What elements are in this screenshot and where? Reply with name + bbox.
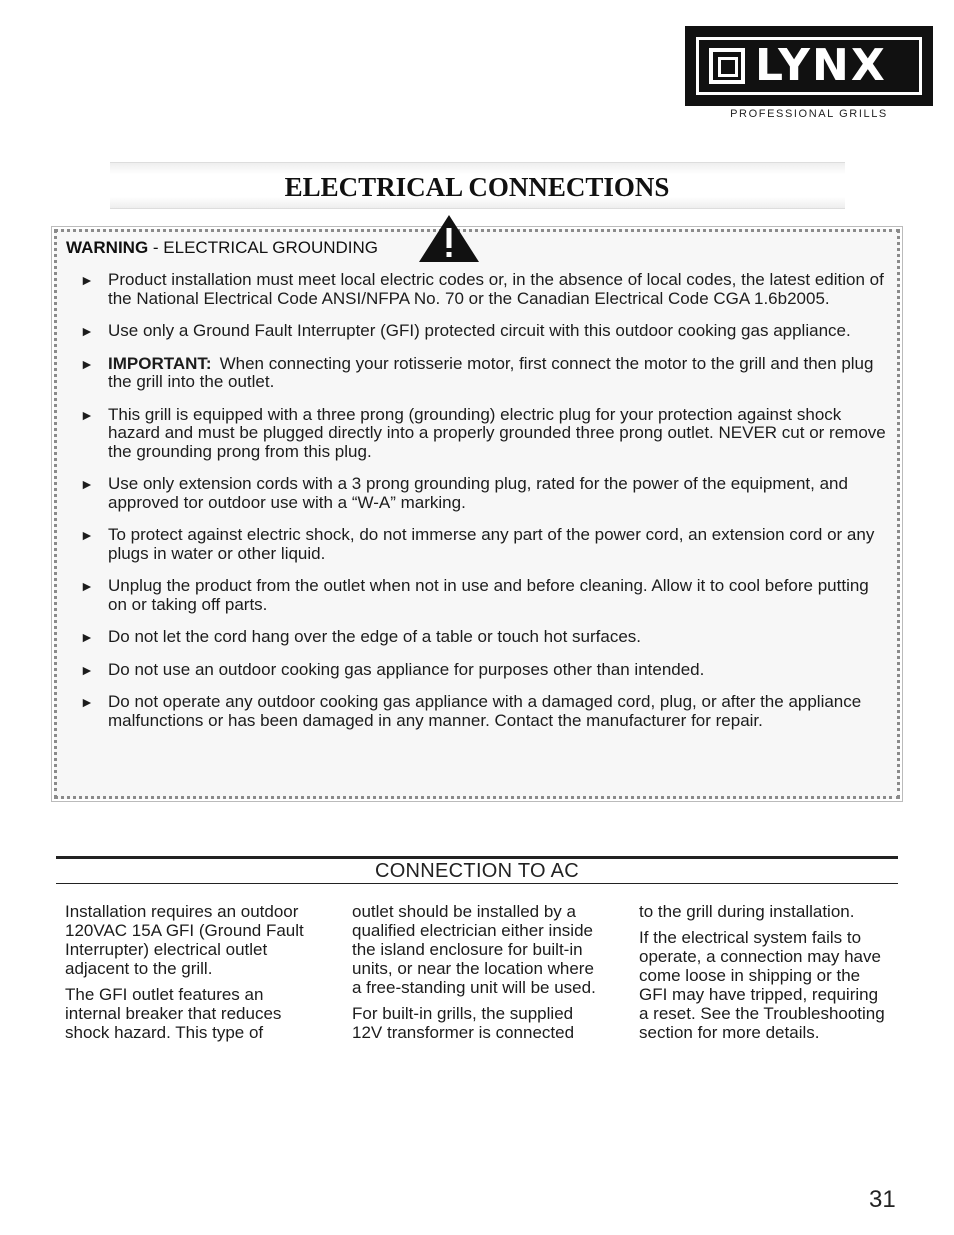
bullet-arrow-icon: ►: [80, 661, 94, 678]
warning-label: WARNING: [66, 238, 149, 257]
warning-item-text: This grill is equipped with a three prong (grounding) electric plug for your protection against shock hazard and must be plugged directly into a properly grounded three prong outlet. NEVER cut or remove the grounding prong from this plug.: [108, 404, 886, 461]
warning-item-text: To protect against electric shock, do not immerse any part of the power cord, an extension cord or any plugs in water or other liquid.: [108, 525, 875, 563]
warning-list: [80, 271, 890, 744]
warning-item: [80, 693, 890, 730]
bullet-arrow-icon: ►: [80, 629, 94, 645]
warning-item-text: Use only extension cords with a 3 prong grounding plug, rated for the power of the equipment, and approved tor outdoor use with a “W-A” marking.: [108, 474, 848, 512]
warning-item-text: Product installation must meet local electric codes or, in the absence of local codes, the latest edition of the National Electrical Code ANSI/NFPA No. 70 or the Canadian Electrical Code CGA 1.6b2005.: [108, 270, 884, 308]
warning-item: [80, 628, 890, 647]
paragraph: If the electrical system fails to operate, a connection may have come loose in shipping or the GFI may have tripped, requiring a reset. See the Troubleshooting section for more details.: [639, 928, 885, 1042]
bullet-arrow-icon: ►: [80, 406, 94, 423]
text-column-2: [352, 902, 600, 1049]
warning-item: [80, 355, 890, 392]
paragraph: Installation requires an outdoor 120VAC 15A GFI (Ground Fault Interrupter) electrical outlet adjacent to the grill.: [65, 902, 304, 978]
warning-item: [80, 475, 890, 512]
page-number: 31: [869, 1186, 896, 1213]
section-rule-bottom: [56, 883, 898, 884]
warning-item-lead: IMPORTANT:: [108, 353, 212, 373]
bullet-arrow-icon: ►: [80, 694, 94, 710]
warning-triangle-icon: [416, 212, 482, 264]
paragraph: to the grill during installation.: [639, 902, 855, 921]
paragraph: For built-in grills, the supplied 12V transformer is connected: [352, 1004, 575, 1042]
text-column-1: [65, 902, 313, 1049]
section-rule-top: [56, 856, 898, 859]
bullet-arrow-icon: ►: [80, 578, 94, 594]
paragraph: outlet should be installed by a qualified electrician either inside the island enclosure for built-in units, or near the location where a free-standing unit will be used.: [352, 902, 596, 997]
connection-title: CONNECTION TO AC: [374, 860, 580, 882]
warning-item: [80, 661, 890, 680]
bullet-arrow-icon: ►: [80, 272, 94, 288]
warning-item-text: Unplug the product from the outlet when not in use and before cleaning. Allow it to cool before putting on or taking off parts.: [108, 576, 869, 614]
bullet-arrow-icon: ►: [80, 355, 94, 372]
bullet-arrow-icon: ►: [80, 323, 94, 339]
warning-item: [80, 322, 890, 341]
bullet-arrow-icon: ►: [80, 527, 94, 543]
warning-item-text: Do not let the cord hang over the edge of a table or touch hot surfaces.: [108, 627, 642, 646]
warning-item-text: Use only a Ground Fault Interrupter (GFI) protected circuit with this outdoor cooking gas appliance.: [108, 321, 851, 340]
brand-tagline: PROFESSIONAL GRILLS: [730, 108, 888, 120]
warning-heading: [66, 238, 378, 258]
brand-name: LYNX: [755, 40, 887, 91]
warning-item-text: Do not use an outdoor cooking gas appliance for purposes other than intended.: [108, 659, 705, 679]
warning-item: [80, 271, 890, 308]
warning-item-text: Do not operate any outdoor cooking gas appliance with a damaged cord, plug, or after the appliance malfunctions or has been damaged in any manner. Contact the manufacturer for repair.: [108, 692, 862, 730]
warning-item-text: When connecting your rotisserie motor, first connect the motor to the grill and then plug the grill into the outlet.: [108, 353, 874, 391]
bullet-arrow-icon: ►: [80, 476, 94, 492]
lynx-mark-icon: [709, 48, 745, 84]
section-title: ELECTRICAL CONNECTIONS: [284, 172, 670, 202]
warning-item: [80, 406, 890, 462]
brand-logo: [685, 26, 933, 106]
warning-item: [80, 526, 890, 563]
warning-subtitle: - ELECTRICAL GROUNDING: [148, 238, 379, 257]
text-column-3: [639, 902, 887, 1049]
paragraph: The GFI outlet features an internal breaker that reduces shock hazard. This type of: [65, 985, 282, 1042]
warning-item: [80, 577, 890, 614]
